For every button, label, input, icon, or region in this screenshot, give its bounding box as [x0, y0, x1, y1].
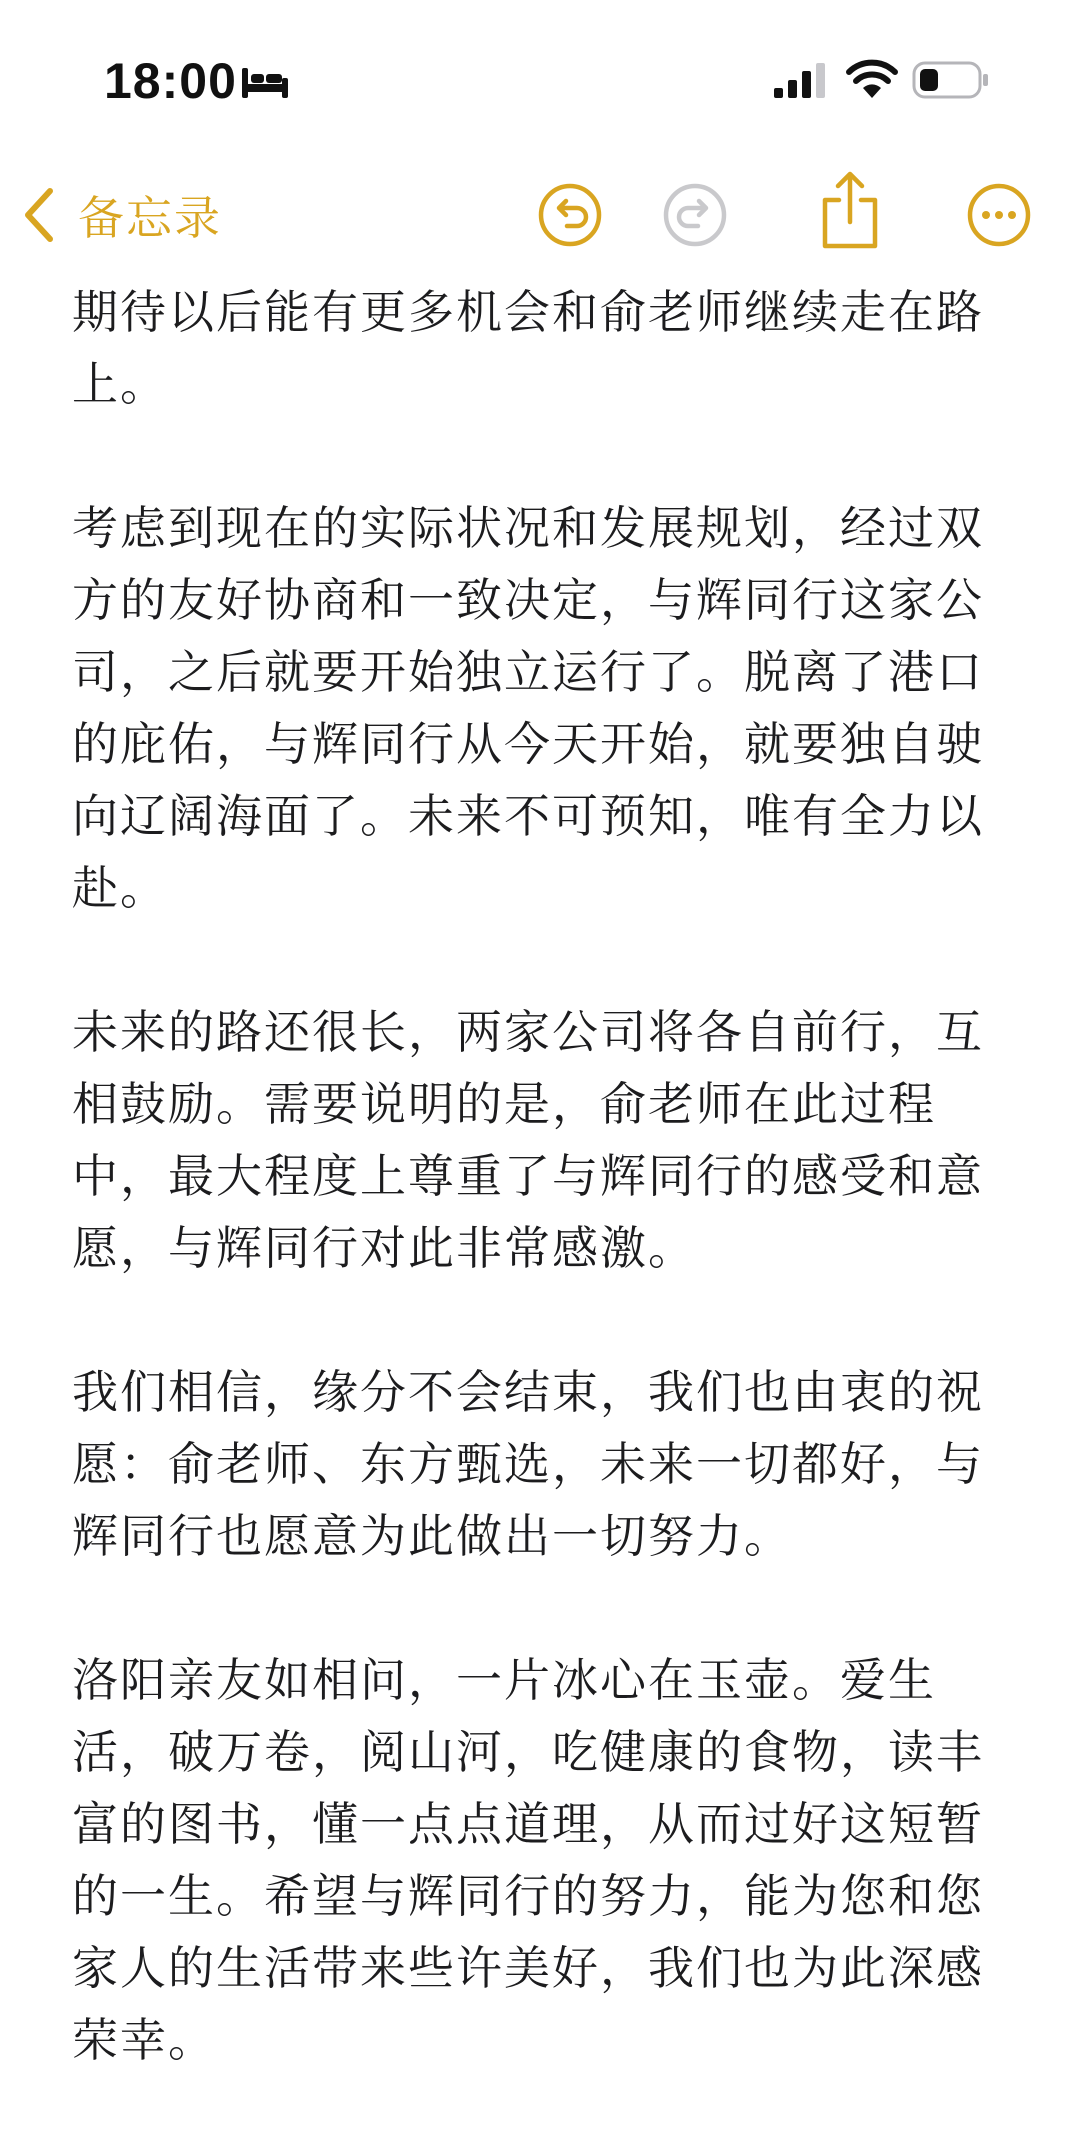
note-line: 期待以后能有更多机会和俞老师继续走在路	[72, 285, 984, 339]
note-line: 富的图书，懂一点点道理，从而过好这短暂	[72, 1797, 984, 1851]
note-paragraph	[72, 996, 992, 1284]
back-button[interactable]	[22, 180, 222, 250]
note-line: 活，破万卷，阅山河，吃健康的食物，读丰	[72, 1725, 984, 1779]
wifi-icon	[846, 58, 898, 100]
note-paragraph	[72, 1644, 992, 2076]
back-label: 备忘录	[78, 191, 222, 245]
note-body[interactable]	[72, 276, 992, 2148]
battery-icon	[912, 60, 990, 100]
note-line: 愿：俞老师、东方甄选，未来一切都好，与	[72, 1437, 984, 1491]
note-line: 司，之后就要开始独立运行了。脱离了港口	[72, 645, 984, 699]
note-line: 考虑到现在的实际状况和发展规划，经过双	[72, 501, 984, 555]
note-paragraph	[72, 276, 992, 420]
nav-bar	[0, 160, 1080, 270]
note-line: 的一生。希望与辉同行的努力，能为您和您	[72, 1869, 984, 1923]
note-line: 相鼓励。需要说明的是，俞老师在此过程	[72, 1077, 936, 1131]
note-line: 家人的生活带来些许美好，我们也为此深感	[72, 1941, 984, 1995]
note-line: 赴。	[72, 861, 168, 915]
sleep-bed-icon	[240, 64, 290, 100]
note-line: 方的友好协商和一致决定，与辉同行这家公	[72, 573, 984, 627]
undo-icon[interactable]	[537, 182, 603, 248]
cellular-signal-icon	[772, 62, 828, 100]
chevron-left-icon	[22, 187, 56, 243]
note-paragraph	[72, 492, 992, 924]
note-line: 洛阳亲友如相问，一片冰心在玉壶。爱生	[72, 1653, 936, 1707]
note-line: 上。	[72, 357, 168, 411]
redo-icon[interactable]	[662, 182, 728, 248]
note-line: 向辽阔海面了。未来不可预知，唯有全力以	[72, 789, 984, 843]
note-line: 愿，与辉同行对此非常感激。	[72, 1221, 696, 1275]
status-bar	[0, 0, 1080, 160]
note-line: 荣幸。	[72, 2013, 216, 2067]
note-line: 的庇佑，与辉同行从今天开始，就要独自驶	[72, 717, 984, 771]
share-icon[interactable]	[815, 170, 885, 250]
note-line: 中，最大程度上尊重了与辉同行的感受和意	[72, 1149, 984, 1203]
more-icon[interactable]	[966, 182, 1032, 248]
status-time: 18:00	[104, 53, 237, 109]
note-line: 辉同行也愿意为此做出一切努力。	[72, 1509, 792, 1563]
note-paragraph	[72, 1356, 992, 1572]
note-line: 未来的路还很长，两家公司将各自前行，互	[72, 1005, 984, 1059]
note-line: 我们相信，缘分不会结束，我们也由衷的祝	[72, 1365, 984, 1419]
